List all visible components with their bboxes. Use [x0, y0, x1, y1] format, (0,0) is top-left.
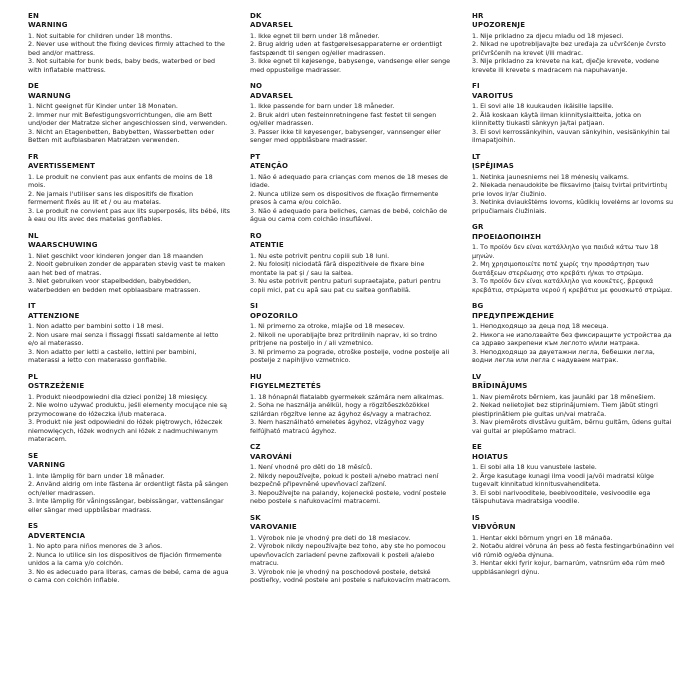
language-code: FI — [472, 82, 480, 91]
warning-item: 1. Nav piemērots bērniem, kas jaunāki par 18 mēnešiem. — [472, 392, 656, 401]
warning-item: 2. Niekada nenaudokite be fiksavimo įtaisų tvirtai pritvirtintų prie lovos ir/ar čiužinio. — [472, 181, 668, 198]
language-block-ro — [250, 232, 452, 294]
warning-heading: BRĪDINĀJUMS — [472, 382, 528, 391]
language-block-is — [472, 514, 674, 576]
warning-item: 3. Nu este potrivit pentru paturi supraetajate, paturi pentru copii mici, pat cu apă sau pat cu saltea gonflabilă. — [250, 277, 441, 294]
warning-heading: ΠΡΟΕΙΔΟΠΟΙΗΣΗ — [472, 232, 542, 241]
warning-item: 2. Nooit gebruiken zonder de apparaten stevig vast te maken aan het bed of matras. — [28, 260, 226, 277]
warning-item: 1. Ni primerno za otroke, mlajše od 18 mesecev. — [250, 322, 405, 331]
language-block-pt — [250, 153, 452, 224]
language-block-hu — [250, 373, 452, 435]
language-code: DE — [28, 82, 39, 91]
language-code: EN — [28, 12, 40, 20]
language-block-bg — [472, 302, 674, 364]
language-code: NO — [250, 82, 263, 91]
warning-heading: OPOZORILO — [250, 311, 299, 320]
warning-item: 3. Netinka dviaukštėms lovoms, kūdikių lovelėms ar lovoms su pripučiamais čiužiniais. — [472, 198, 674, 215]
language-block-lv — [472, 373, 674, 435]
language-block-pl — [28, 373, 230, 444]
language-block-lt — [472, 153, 674, 215]
warning-item: 3. Produkt nie jest odpowiedni do łóżek piętrowych, łóżeczek niemowlęcych, łóżek wodnych ani łóżek z nadmuchiwanym materacem. — [28, 418, 223, 444]
warning-item: 3. Hentar ekki fyrir kojur, barnarúm, vatnsrúm eða rúm með uppblásanlegri dýnu. — [472, 559, 665, 576]
warning-item: 3. Niet gebruiken voor stapelbedden, babybedden, waterbedden en bedden met opblaasbare matrassen. — [28, 277, 201, 294]
warning-item: 2. Non usare mai senza i fissaggi fissati saldamente al letto e/o al materasso. — [28, 330, 219, 348]
warning-item: 1. Nicht geeignet für Kinder unter 18 Monaten. — [28, 102, 178, 111]
warning-item: 3. Nepoužívejte na palandy, kojenecké postele, vodní postele nebo postele s nafukovacími matracemi. — [250, 488, 447, 506]
warning-item: 1. Produkt nieodpowiedni dla dzieci poniżej 18 miesięcy. — [28, 392, 208, 401]
language-block-dk — [250, 12, 452, 74]
language-block-en — [28, 12, 230, 74]
warning-item: 2. Bruk aldri uten festeinnretningene fast festet til sengen og/eller madrassen. — [250, 110, 437, 128]
warning-column-1 — [28, 12, 230, 690]
warning-heading: OSTRZEŻENIE — [28, 382, 85, 391]
language-code: PT — [250, 152, 261, 161]
language-block-fi — [472, 82, 674, 144]
language-block-si — [250, 302, 452, 364]
warning-item: 1. Netinka jaunesniems nei 18 mėnesių vaikams. — [472, 172, 629, 181]
warning-item: 1. Výrobok nie je vhodný pre deti do 18 mesiacov. — [250, 533, 411, 542]
warning-item: 2. Nekad nelietojiet bez stiprinājumiem. Tiem jābūt stingri piestiprinātiem pie gultas un/vai matrača. — [472, 401, 658, 418]
warning-heading: VIÐVÖRUN — [472, 523, 516, 532]
warning-heading: ADVARSEL — [250, 21, 293, 30]
warning-item: 2. Nikoli ne uporabljajte brez pritrdilnih naprav, ki so trdno pritrjene na posteljo in / ali vzmetnico. — [250, 330, 438, 348]
warning-item: 2. Nie wolno używać produktu, jeśli elementy mocujące nie są przymocowane do łóżeczka i/lub materaca. — [28, 401, 227, 418]
warning-item: 3. Non adatto per letti a castello, lettini per bambini, materassi a letto con materasso gonfiabile. — [28, 347, 197, 365]
language-block-es — [28, 522, 230, 584]
warning-item: 2. Ne jamais l'utiliser sans les dispositifs de fixation fermement fixés au lit et / ou au matelas. — [28, 189, 194, 207]
warning-item: 3. Το προϊόν δεν είναι κατάλληλο για κουκέτες, βρεφικά κρεβάτια, στρώματα νερού ή κρεβάτια με φουσκωτό στρώμα. — [472, 277, 673, 294]
language-block-sk — [250, 514, 452, 585]
language-code: HR — [472, 12, 484, 20]
language-code: LT — [472, 152, 481, 161]
warning-item: 2. Använd aldrig om inte fästena är ordentligt fästa på sängen och/eller madrassen. — [28, 480, 228, 497]
warning-item: 1. Hentar ekki börnum yngri en 18 mánaða. — [472, 533, 613, 542]
language-code: PL — [28, 372, 38, 381]
warning-item: 1. Το προϊόν δεν είναι κατάλληλο για παιδιά κάτω των 18 μηνών. — [472, 243, 659, 260]
warning-item: 3. Le produit ne convient pas aux lits superposés, lits bébé, lits à eau ou lits avec des matelas gonflables. — [28, 206, 230, 224]
language-block-cz — [250, 443, 452, 505]
warning-item: 1. Le produit ne convient pas aux enfants de moins de 18 mois. — [28, 172, 213, 190]
warning-item: 2. Soha ne használja anélkül, hogy a rögzítőeszközökkel szilárdan rögzítve lenne az ágyhoz és/vagy a matrachoz. — [250, 401, 432, 418]
language-code: CZ — [250, 443, 261, 452]
warning-item: 3. Ni primerno za pograde, otroške postelje, vodne postelje ali postelje z napihljivo vzmetnico. — [250, 347, 450, 365]
language-code: HU — [250, 372, 262, 381]
warning-item: 2. Älä koskaan käytä ilman kiinnityslaitteita, jotka on kiinnitetty tiukasti sänkyyn ja/tai patjaan. — [472, 110, 642, 128]
language-block-fr — [28, 153, 230, 224]
warning-item: 3. Nije prikladno za krevete na kat, dječje krevete, vodene krevete ili krevete s madracem na napuhavanje. — [472, 57, 660, 74]
warning-item: 1. 18 hónapnál fiatalabb gyermekek számára nem alkalmas. — [250, 392, 444, 401]
language-code: IS — [472, 513, 481, 522]
language-code: BG — [472, 302, 484, 311]
warning-item: 3. Неподходящо за двуетажни легла, бебешки легла, водни легла или легла с надуваем матрак. — [472, 347, 655, 365]
warning-column-2 — [250, 12, 452, 690]
warning-item: 3. Passer ikke til køyesenger, babysenger, vannsenger eller senger med oppblåsbare madrasser. — [250, 127, 441, 145]
language-block-nl — [28, 232, 230, 294]
warning-heading: ADVERTENCIA — [28, 531, 86, 540]
language-code: SI — [250, 302, 259, 311]
warning-item: 2. Никога не използвайте без фиксиращите устройства да са здраво закрепени към леглото и/или матрака. — [472, 330, 672, 348]
warning-heading: FIGYELMEZTETÉS — [250, 382, 322, 391]
warning-item: 2. Notaðu aldrei vöruna án þess að festa festingarbúnaðinn vel við rúmið og/eða dýnuna. — [472, 542, 674, 559]
language-block-hr — [472, 12, 674, 74]
warning-item: 1. Não é adequado para crianças com menos de 18 meses de idade. — [250, 172, 448, 190]
warning-heading: UPOZORENJE — [472, 21, 526, 30]
warning-heading: HOIATUS — [472, 452, 509, 461]
warning-heading: VARNING — [28, 461, 66, 470]
warning-column-3 — [472, 12, 674, 690]
warning-heading: WARNUNG — [28, 91, 71, 100]
language-block-no — [250, 82, 452, 144]
warning-item: 1. Ei sobi alla 18 kuu vanustele lastele. — [472, 463, 597, 472]
warning-heading: ПРЕДУПРЕЖДЕНИЕ — [472, 311, 555, 320]
warning-item: 2. Brug aldrig uden at fastgørelsesapparaterne er ordentligt fastspændt til sengen og/eller madrassen. — [250, 40, 442, 57]
warning-item: 2. Μη χρησιμοποιείτε ποτέ χωρίς την προσάρτηση των διατάξεων στερέωσης στο κρεβάτι ή/και το στρώμα. — [472, 260, 650, 277]
language-block-se — [28, 452, 230, 514]
warning-item: 1. Ikke egnet til børn under 18 måneder. — [250, 31, 380, 40]
warning-item: 2. Nikad ne upotrebljavajte bez uređaja za učvršćenje čvrsto pričvršćenih na krevet i/ili madrac. — [472, 40, 666, 57]
warning-item: 1. Not suitable for children under 18 months. — [28, 31, 173, 40]
language-code: EE — [472, 443, 482, 452]
warning-item: 2. Nunca utilize sem os dispositivos de fixação firmemente presos à cama e/ou colchão. — [250, 189, 439, 207]
warning-item: 3. No es adecuado para literas, camas de bebé, cama de agua o cama con colchón inflable. — [28, 567, 229, 585]
language-code: FR — [28, 152, 39, 161]
warning-item: 3. Not suitable for bunk beds, baby beds, waterbed or bed with inflatable mattress. — [28, 57, 216, 74]
warning-item: 3. Ikke egnet til køjesenge, babysenge, vandsenge eller senge med oppustelige madrasser. — [250, 57, 451, 74]
warning-item: 2. Ärge kasutage kunagi ilma voodi ja/või madratsi külge tugevalt kinnitatud kinnitusvahenditeta. — [472, 471, 654, 489]
warning-item: 1. Niet geschikt voor kinderen jonger dan 18 maanden — [28, 251, 204, 260]
warning-item: 1. No apto para niños menores de 3 años. — [28, 542, 163, 551]
warning-item: 1. Ei sovi alle 18 kuukauden ikäisille lapsille. — [472, 102, 614, 111]
warning-item: 1. Ikke passende for barn under 18 måneder. — [250, 102, 395, 111]
warning-item: 1. Inte lämplig för barn under 18 månader. — [28, 471, 165, 480]
warning-item: 1. Неподходящо за деца под 18 месеца. — [472, 322, 609, 331]
warning-item: 2. Never use without the fixing devices firmly attached to the bed and/or mattress. — [28, 40, 225, 57]
warning-item: 1. Není vhodné pro děti do 18 měsíců. — [250, 463, 373, 472]
warning-item: 1. Nu este potrivit pentru copiii sub 18 luni. — [250, 251, 390, 260]
warning-item: 3. Ei sobi narivooditele, beebivooditele, vesivoodile ega täispuhutava madratsiga voodile. — [472, 488, 651, 506]
warning-heading: VAROVÁNÍ — [250, 452, 292, 461]
warning-item: 3. Nicht an Etagenbetten, Babybetten, Wasserbetten oder Betten mit aufblasbaren Matratzen verwenden. — [28, 127, 215, 145]
warning-heading: VAROVANIE — [250, 523, 297, 532]
language-code: SK — [250, 513, 261, 522]
warning-item: 3. Výrobok nie je vhodný na poschodové postele, detské postieľky, vodné postele ani postele s nafukovacím matracom. — [250, 567, 451, 585]
language-code: SE — [28, 451, 39, 460]
language-block-de — [28, 82, 230, 144]
language-code: GR — [472, 223, 484, 232]
warning-heading: ADVARSEL — [250, 91, 293, 100]
warning-item: 3. Nav piemērots divstāvu gultām, bērnu gultām, ūdens gultai vai gultai ar piepūšamo matraci. — [472, 418, 672, 435]
warning-item: 1. Non adatto per bambini sotto i 18 mesi. — [28, 322, 164, 331]
language-code: RO — [250, 231, 262, 240]
warning-heading: ATENÇÃO — [250, 162, 289, 171]
warning-heading: WARNING — [28, 21, 68, 30]
language-block-gr — [472, 223, 674, 294]
warning-item: 2. Immer nur mit Befestigungsvorrichtungen, die am Bett und/oder der Matratze sicher angeschlossen sind, verwenden. — [28, 110, 228, 128]
warning-item: 2. Nikdy nepoužívejte, pokud k posteli a/nebo matraci není bezpečně připevněné upevňovací zařízení. — [250, 471, 439, 489]
language-code: LV — [472, 372, 482, 381]
language-code: NL — [28, 231, 39, 240]
warning-item: 3. Nem használható emeletes ágyhoz, vízágyhoz vagy felfújható matracú ágyhoz. — [250, 418, 425, 435]
warning-item: 1. Nije prikladno za djecu mlađu od 18 mjeseci. — [472, 31, 624, 40]
warning-heading: WAARSCHUWING — [28, 241, 98, 250]
warning-heading: ĮSPĖJIMAS — [472, 162, 514, 171]
warning-item: 3. Inte lämplig för våningssängar, bebissängar, vattensängar eller sängar med uppblåsbar madrass. — [28, 497, 224, 514]
warning-item: 2. Výrobok nikdy nepoužívajte bez toho, aby ste ho pomocou upevňovacích zariadení pevne zafixovali k posteli a/alebo matracu. — [250, 542, 446, 568]
warning-item: 3. Ei sovi kerrossänkyihin, vauvan sänkyihin, vesisänkyihin tai ilmapatjoihin. — [472, 127, 670, 145]
language-block-ee — [472, 443, 674, 505]
warning-heading: AVERTISSEMENT — [28, 162, 96, 171]
warning-heading: VAROITUS — [472, 91, 514, 100]
language-block-it — [28, 302, 230, 364]
warning-item: 2. Nunca lo utilice sin los dispositivos de fijación firmemente unidos a la cama y/o colchón. — [28, 550, 222, 568]
warning-item: 2. Nu folosiți niciodată fără dispozitivele de fixare bine montate la pat și / sau la saltea. — [250, 260, 425, 277]
warning-heading: ATTENZIONE — [28, 311, 80, 320]
warning-item: 3. Não é adequado para beliches, camas de bebé, colchão de água ou cama com colchão insuflável. — [250, 206, 448, 224]
language-code: ES — [28, 522, 39, 531]
language-code: DK — [250, 12, 262, 20]
language-code: IT — [28, 302, 36, 311]
warning-heading: ATENTIE — [250, 241, 284, 250]
